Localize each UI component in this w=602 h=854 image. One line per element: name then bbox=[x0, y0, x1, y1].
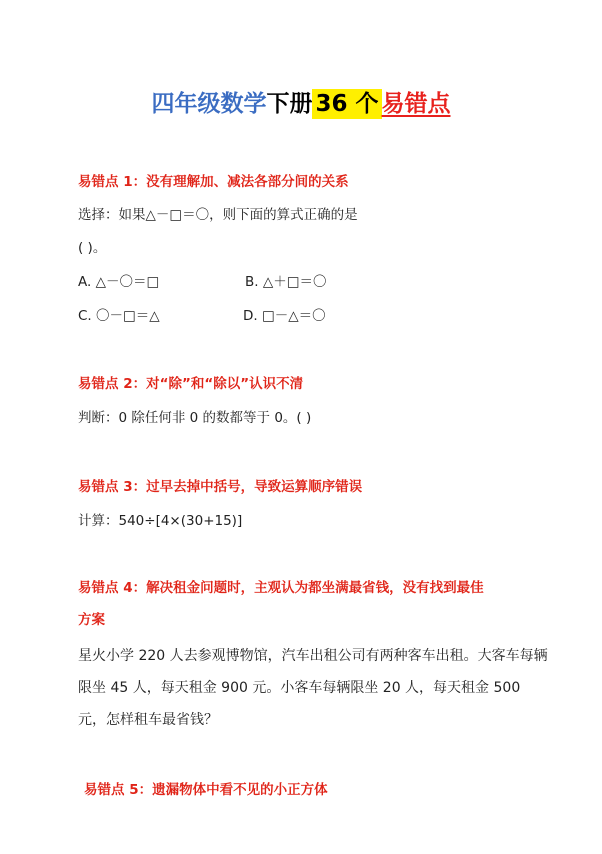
section-3-heading: 易错点 3：过早去掉中括号，导致运算顺序错误 bbox=[78, 479, 363, 495]
section-4-question: 星火小学 220 人去参观博物馆，汽车出租公司有两种客车出租。大客车每辆限坐 45 人，每天租金 900 元。小客车每辆限坐 20 人，每天租金 500 元，怎样租车最省钱？ bbox=[78, 648, 548, 728]
section-5-heading: 易错点 5：遗漏物体中看不见的小正方体 bbox=[84, 782, 328, 798]
section-2-question: 判断：0 除任何非 0 的数都等于 0。( ) bbox=[78, 410, 312, 426]
title-part-count: 36 个 bbox=[312, 89, 381, 119]
page-title bbox=[0, 84, 602, 124]
option-c: C. 〇－□＝△ bbox=[78, 308, 160, 324]
section-1-question: 选择：如果△－□＝〇，则下面的算式正确的是 bbox=[78, 207, 358, 223]
section-4-heading-line1: 易错点 4：解决租金问题时，主观认为都坐满最省钱，没有找到最佳 bbox=[78, 580, 484, 596]
section-3-question: 计算：540÷[4×(30+15)] bbox=[78, 513, 243, 529]
section-2-heading: 易错点 2：对“除”和“除以”认识不清 bbox=[78, 376, 304, 392]
section-1-question-blank: ( )。 bbox=[78, 240, 107, 256]
title-part-grade: 四年级数学 bbox=[151, 91, 267, 117]
section-1-heading: 易错点 1：没有理解加、减法各部分间的关系 bbox=[78, 174, 349, 190]
title-part-errors: 易错点 bbox=[381, 91, 451, 117]
option-a: A. △－〇＝□ bbox=[78, 274, 160, 290]
title-part-volume: 下册 bbox=[266, 91, 313, 117]
option-b: B. △＋□＝〇 bbox=[245, 274, 327, 290]
section-4-heading-line2: 方案 bbox=[78, 612, 105, 628]
option-d: D. □－△＝〇 bbox=[243, 308, 326, 324]
